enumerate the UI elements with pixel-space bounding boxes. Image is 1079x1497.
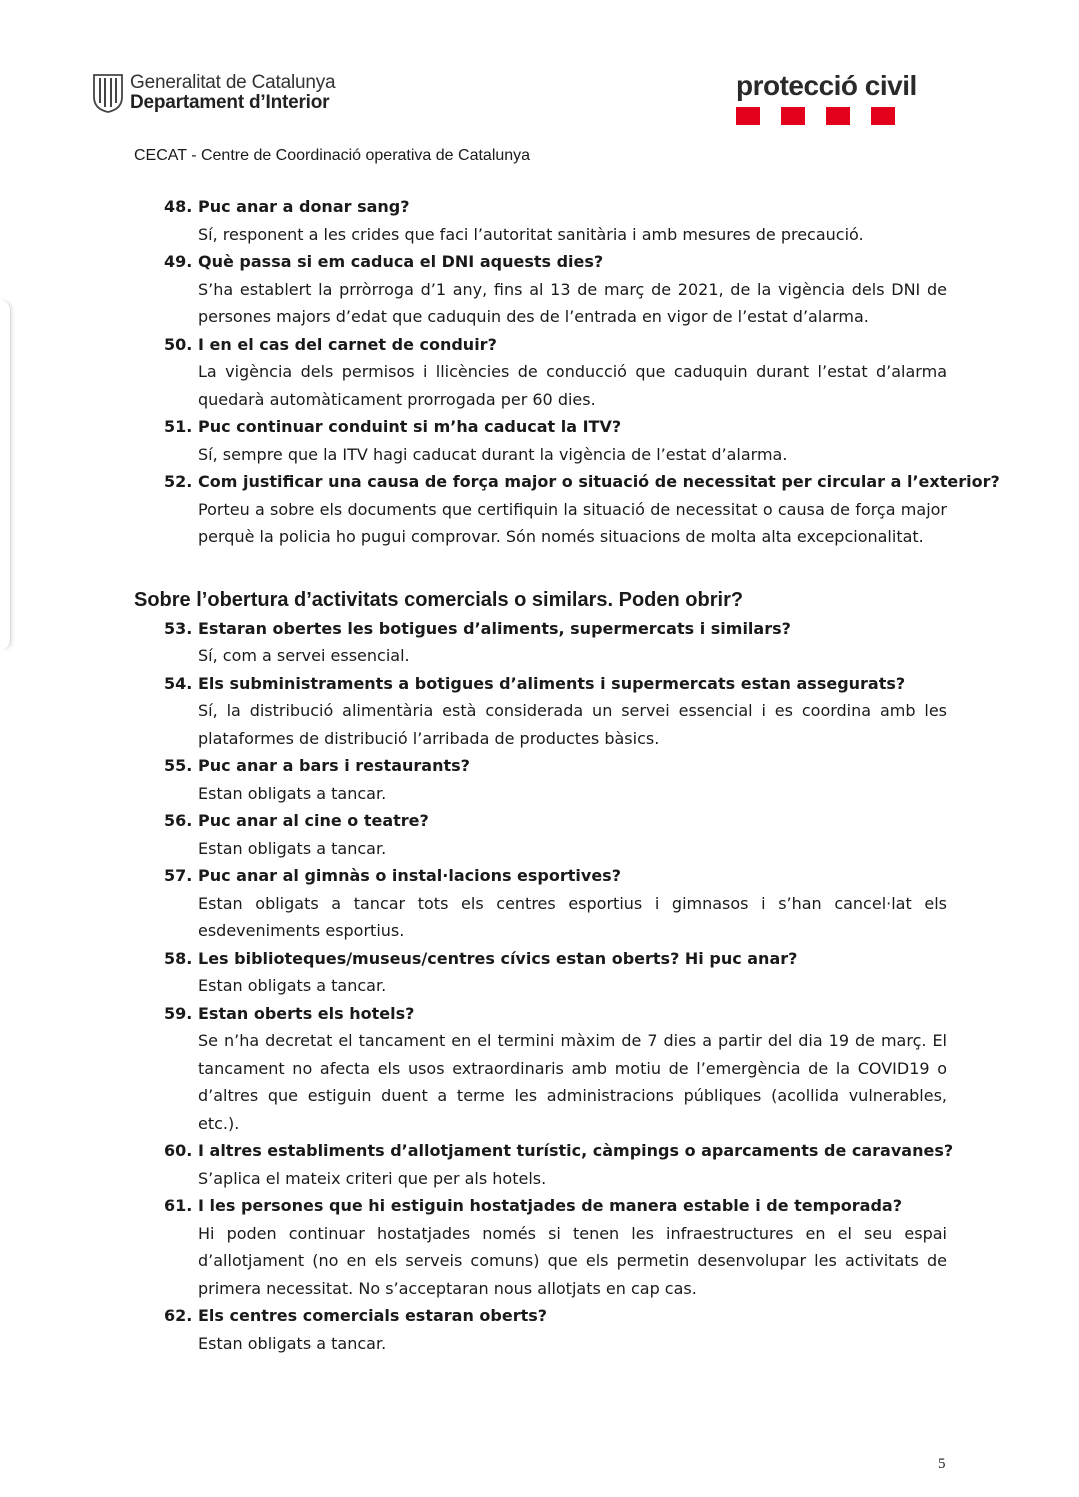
qa-item [0, 468, 1079, 551]
question-text: Puc anar a donar sang? [198, 197, 410, 216]
answer-text: Se n’ha decretat el tancament en el termini màxim de 7 dies a partir del dia 19 de març. El tancament no afecta els usos extraordinaris amb motiu de l’emergència de la COVID19 o d’altres que estiguin duent a terme les administracions públiques (acollida vulnerables, etc.). [198, 1031, 947, 1133]
document-body [0, 193, 1079, 1357]
red-square-icon [826, 107, 850, 125]
question-number: 48. [164, 197, 193, 216]
question-number: 60. [164, 1141, 193, 1160]
qa-item [0, 1137, 1079, 1192]
answer-text: S’aplica el mateix criteri que per als hotels. [198, 1168, 547, 1188]
qa-item [0, 1192, 1079, 1302]
catalan-seal-icon [92, 73, 124, 113]
question-text: Les biblioteques/museus/centres cívics estan oberts? Hi puc anar? [198, 948, 798, 968]
question-text: I les persones que hi estiguin hostatjades de manera estable i de temporada? [198, 1196, 902, 1215]
red-square-icon [736, 107, 760, 125]
question [0, 670, 1079, 698]
question-number: 59. [164, 1003, 193, 1023]
question-text: Com justificar una causa de força major o situació de necessitat per circular a l’exterior? [198, 472, 1000, 491]
question-text: Què passa si em caduca el DNI aquests dies? [198, 252, 604, 271]
header-subtitle: CECAT - Centre de Coordinació operativa de Catalunya [134, 147, 531, 164]
qa-item [0, 862, 1079, 945]
question-text: Puc continuar conduint si m’ha caducat la ITV? [198, 417, 622, 436]
question [0, 193, 1079, 221]
answer-text: Porteu a sobre els documents que certifiquin la situació de necessitat o causa de força major perquè la policia ho pugui comprovar. Són només situacions de molta alta excepcionalitat. [198, 499, 947, 546]
answer-text: Estan obligats a tancar tots els centres esportius i gimnasos i s’han cancel·lat els esdeveniments esportius. [198, 893, 947, 940]
department-name: Departament d’Interior [130, 92, 330, 113]
qa-item [0, 615, 1079, 670]
page-number: 5 [938, 1456, 946, 1472]
generalitat-name: Generalitat de Catalunya [130, 72, 336, 93]
answer-text: Sí, com a servei essencial. [198, 646, 410, 665]
question-text: Puc anar al cine o teatre? [198, 811, 429, 830]
question-text: Estaran obertes les botigues d’aliments, supermercats i similars? [198, 618, 791, 638]
question [0, 248, 1079, 276]
question-text: Estan oberts els hotels? [198, 1003, 415, 1023]
question-number: 61. [164, 1196, 193, 1215]
qa-item [0, 945, 1079, 1000]
question [0, 862, 1079, 890]
question-number: 49. [164, 252, 193, 271]
question [0, 752, 1079, 780]
question-number: 56. [164, 811, 193, 830]
proteccio-civil-logo [736, 70, 917, 125]
qa-item [0, 331, 1079, 414]
question-text: Els subministraments a botigues d’aliments i supermercats estan assegurats? [198, 673, 906, 693]
red-squares [736, 107, 917, 125]
question-number: 62. [164, 1306, 193, 1325]
question-number: 53. [164, 618, 193, 638]
qa-list-group-1 [0, 193, 1079, 551]
question-number: 55. [164, 756, 193, 775]
qa-item [0, 248, 1079, 331]
answer-text: Estan obligats a tancar. [198, 976, 387, 995]
question [0, 615, 1079, 643]
answer-text: Sí, sempre que la ITV hagi caducat durant la vigència de l’estat d’alarma. [198, 444, 788, 464]
red-square-icon [871, 107, 895, 125]
question-number: 54. [164, 673, 193, 693]
question-number: 50. [164, 334, 193, 354]
qa-item [0, 413, 1079, 468]
qa-item [0, 752, 1079, 807]
section-heading: Sobre l’obertura d’activitats comercials o similars. Poden obrir? [134, 588, 744, 611]
proteccio-civil-title: protecció civil [736, 70, 917, 101]
question-text: I en el cas del carnet de conduir? [198, 334, 497, 354]
question-text: Puc anar al gimnàs o instal·lacions esportives? [198, 866, 621, 885]
question [0, 413, 1079, 441]
question-text: Els centres comercials estaran oberts? [198, 1306, 548, 1325]
question [0, 1192, 1079, 1220]
qa-item [0, 807, 1079, 862]
question [0, 331, 1079, 359]
qa-item [0, 670, 1079, 753]
generalitat-logo [92, 73, 335, 113]
answer-text: Sí, responent a les crides que faci l’autoritat sanitària i amb mesures de precaució. [198, 224, 864, 244]
answer-text: Estan obligats a tancar. [198, 1333, 387, 1353]
question-number: 52. [164, 472, 193, 491]
red-square-icon [781, 107, 805, 125]
question [0, 945, 1079, 973]
question-number: 51. [164, 417, 193, 436]
answer-text: Sí, la distribució alimentària està considerada un servei essencial i es coordina amb les plataformes de distribució l’arribada de productes bàsics. [198, 701, 947, 748]
qa-item [0, 1000, 1079, 1138]
answer-text: Estan obligats a tancar. [198, 783, 387, 803]
question [0, 1000, 1079, 1028]
answer-text: La vigència dels permisos i llicències de conducció que caduquin durant l’estat d’alarma quedarà automàticament prorrogada per 60 dies. [198, 362, 947, 409]
answer-text: Hi poden continuar hostatjades només si tenen les infraestructures en el seu espai d’allotjament (no en els serveis comuns) que els permetin desenvolupar les activitats de primera necessitat. No s’acceptaran nous allotjats en cap cas. [198, 1223, 947, 1298]
question-number: 58. [164, 948, 193, 968]
question-text: I altres establiments d’allotjament turístic, càmpings o aparcaments de caravanes? [198, 1141, 954, 1160]
page-header [0, 0, 1079, 180]
answer-text: Estan obligats a tancar. [198, 838, 387, 858]
question [0, 807, 1079, 835]
question [0, 468, 1079, 496]
question [0, 1302, 1079, 1330]
question-number: 57. [164, 866, 193, 885]
qa-list-group-2 [0, 615, 1079, 1358]
qa-item [0, 193, 1079, 248]
answer-text: S’ha establert la prròrroga d’1 any, fins al 13 de març de 2021, de la vigència dels DNI de persones majors d’edat que caduquin des de l’entrada en vigor de l’estat d’alarma. [198, 279, 947, 326]
question [0, 1137, 1079, 1165]
question-text: Puc anar a bars i restaurants? [198, 756, 470, 775]
qa-item [0, 1302, 1079, 1357]
